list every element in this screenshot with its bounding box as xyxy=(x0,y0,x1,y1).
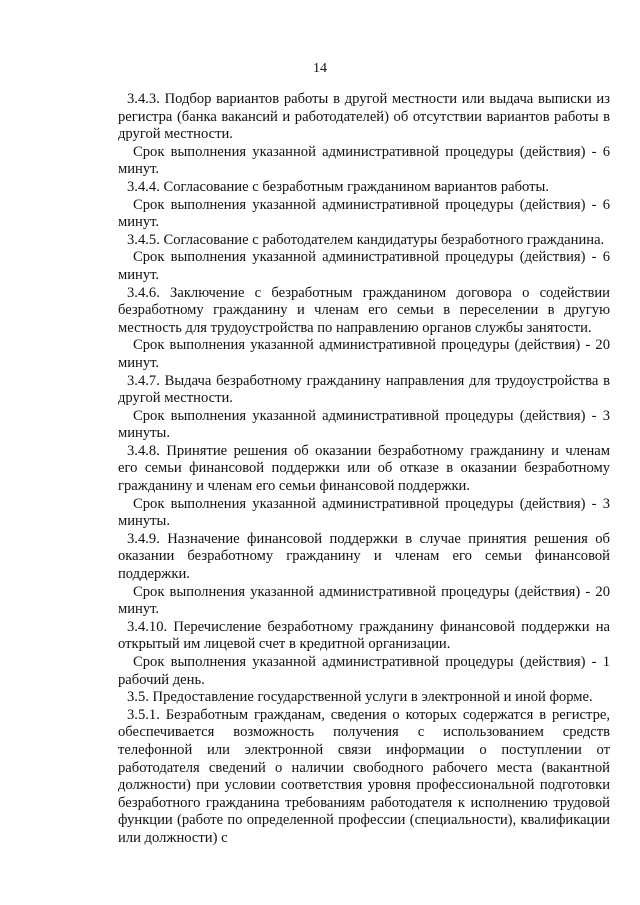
deadline-paragraph: Срок выполнения указанной административной процедуры (действия) - 6 минут. xyxy=(118,249,610,283)
paragraph-3-4-8: 3.4.8. Принятие решения об оказании безработному гражданину и членам его семьи финансовой поддержки или об отказе в оказании безработному гражданину и членам его семьи финансовой поддержки. xyxy=(118,442,610,495)
paragraph-3-4-9: 3.4.9. Назначение финансовой поддержки в случае принятия решения об оказании безработному гражданину и членам его семьи финансовой поддержки. xyxy=(118,530,610,583)
paragraph-3-5: 3.5. Предоставление государственной услуги в электронной и иной форме. xyxy=(127,689,593,706)
paragraph-3-4-10: 3.4.10. Перечисление безработному гражданину финансовой поддержки на открытый им лицевой счет в кредитной организации. xyxy=(118,618,610,653)
deadline-paragraph: Срок выполнения указанной административной процедуры (действия) - 3 минуты. xyxy=(118,407,610,442)
deadline-paragraph: Срок выполнения указанной административной процедуры (действия) - 6 минут. xyxy=(118,143,610,178)
paragraph-3-5-1: 3.5.1. Безработным гражданам, сведения о которых содержатся в регистре, обеспечивается возможность получения с использованием средств телефонной или электронной связи информации о поступлении от работодателя сведений о наличии свободного рабочего места (вакантной должности) при условии соответствия уровня профессиональной подготовки безработного гражданина требованиям работодателя к исполнению трудовой функции (работе по определенной профессии (специальности), квалификации или должности) с xyxy=(118,706,610,846)
deadline-paragraph: Срок выполнения указанной административной процедуры (действия) - 20 минут. xyxy=(118,583,610,618)
document-body xyxy=(118,91,610,848)
paragraph-3-4-4: 3.4.4. Согласование с безработным гражданином вариантов работы. xyxy=(127,178,549,195)
paragraph-3-4-6: 3.4.6. Заключение с безработным гражданином договора о содействии безработному гражданину и членам его семьи в переселении в другую местность для трудоустройства по направлению органов службы занятости. xyxy=(118,284,610,336)
page-number: 14 xyxy=(313,61,327,76)
paragraph-3-4-7: 3.4.7. Выдача безработному гражданину направления для трудоустройства в другой местности. xyxy=(118,372,610,407)
deadline-paragraph: Срок выполнения указанной административной процедуры (действия) - 1 рабочий день. xyxy=(118,654,610,688)
paragraph-3-4-3: 3.4.3. Подбор вариантов работы в другой местности или выдача выписки из регистра (банка вакансий и работодателей) об отсутствии вариантов работы в другой местности. xyxy=(118,91,610,143)
deadline-paragraph: Срок выполнения указанной административной процедуры (действия) - 3 минуты. xyxy=(118,495,610,530)
paragraph-3-4-5: 3.4.5. Согласование с работодателем кандидатуры безработного гражданина. xyxy=(127,231,605,248)
deadline-paragraph: Срок выполнения указанной административной процедуры (действия) - 20 минут. xyxy=(118,337,610,371)
deadline-paragraph: Срок выполнения указанной административной процедуры (действия) - 6 минут. xyxy=(118,196,610,231)
